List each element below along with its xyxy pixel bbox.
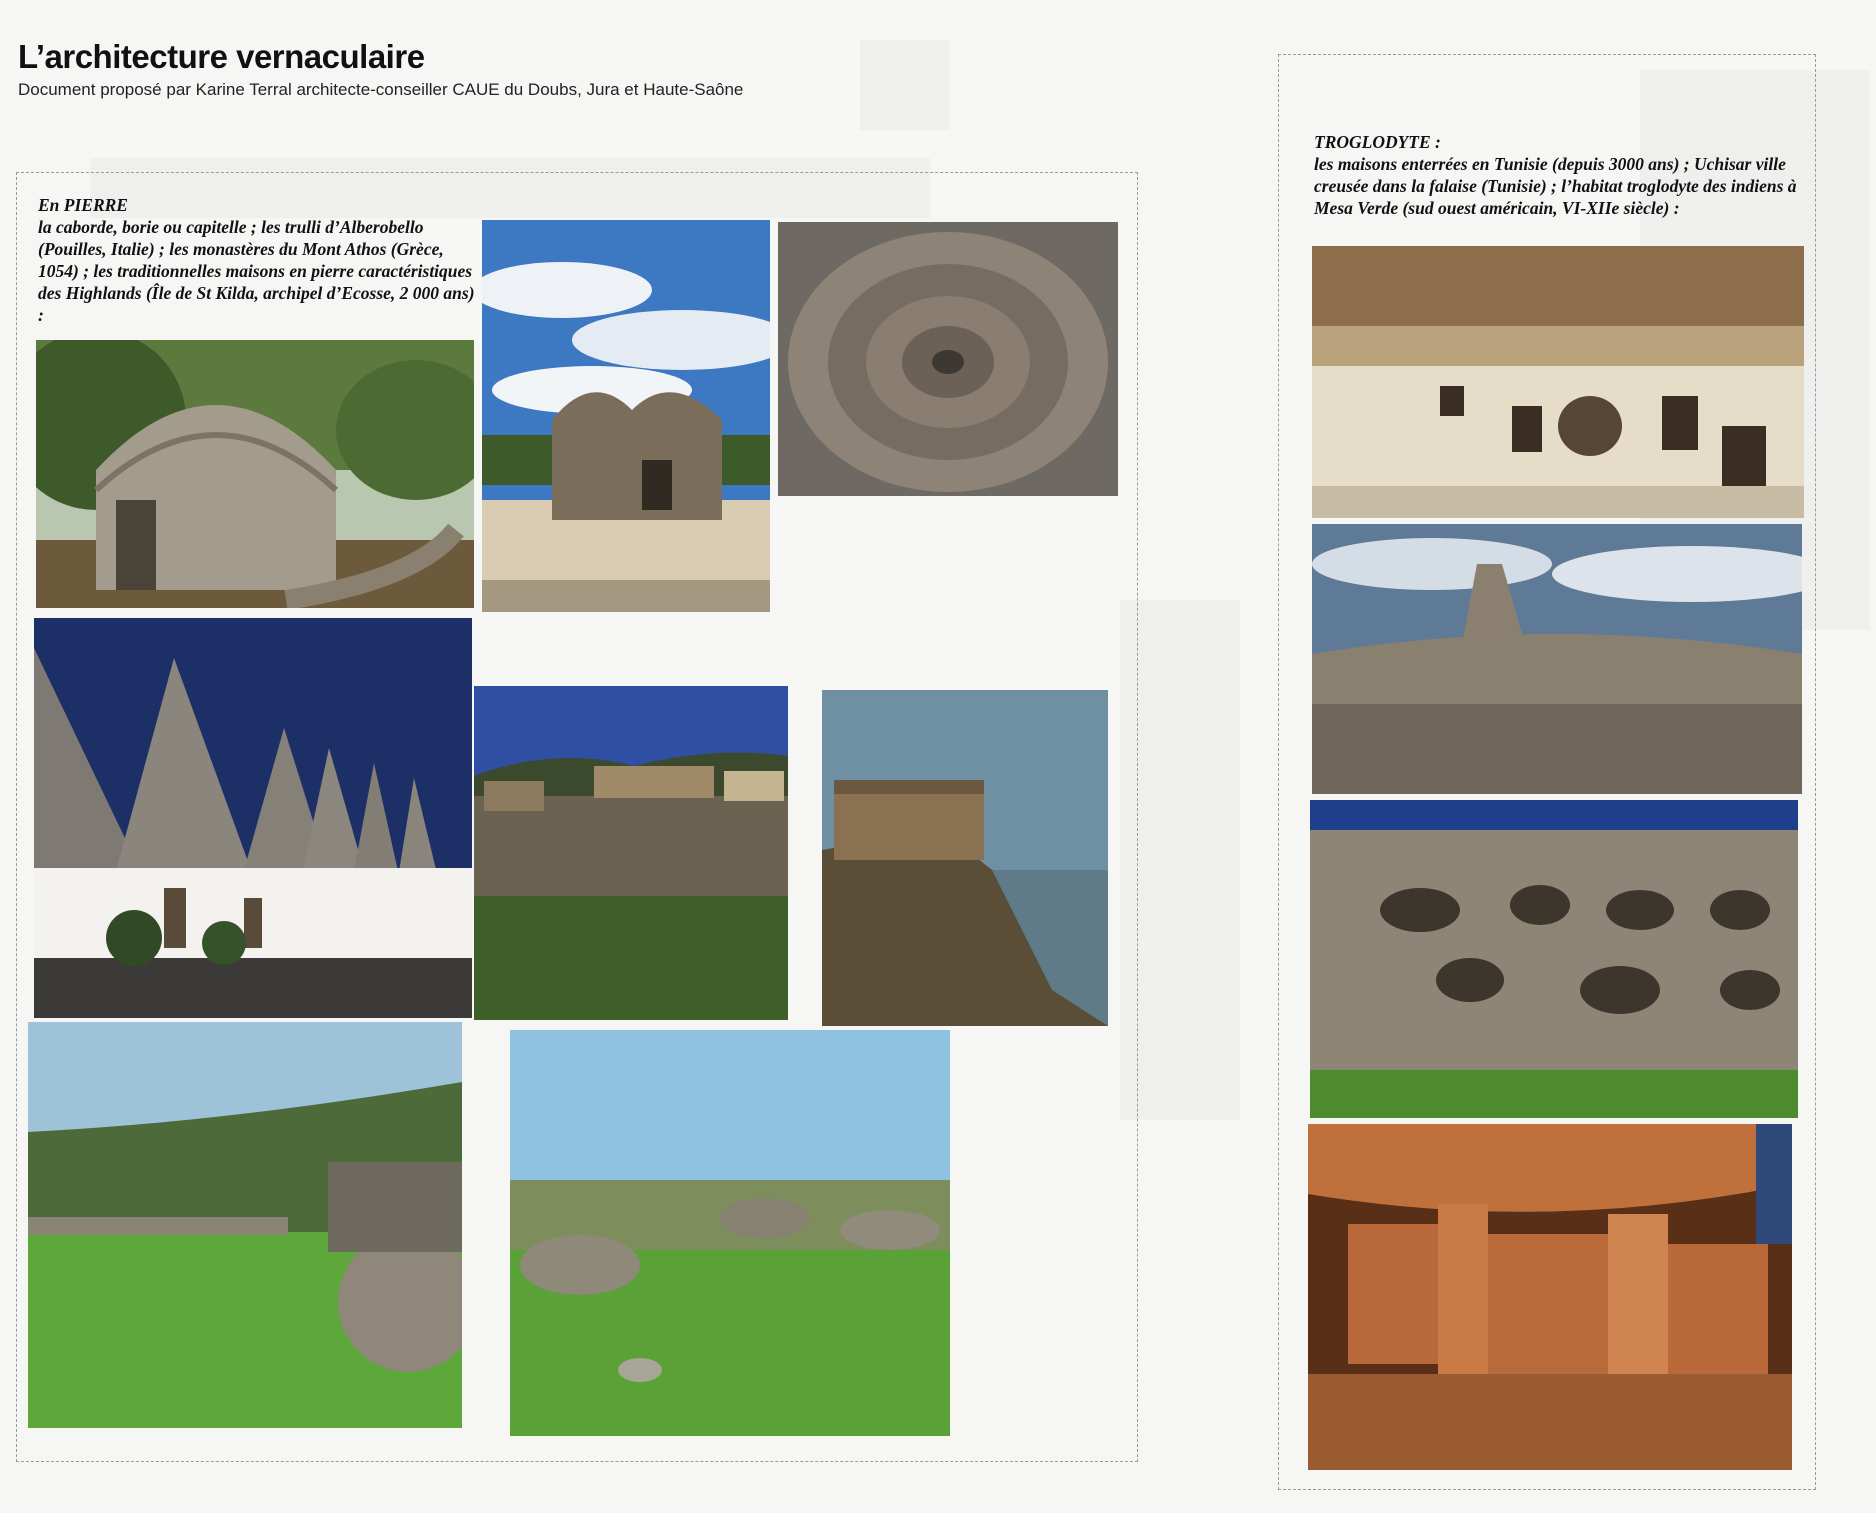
photo-caborde-stone-hut [36,340,474,608]
pierre-caption [38,194,478,326]
photo-st-kilda-field [510,1030,950,1436]
troglodyte-heading: TROGLODYTE : [1314,132,1441,152]
pierre-heading: En PIERRE [38,195,128,215]
troglodyte-caption [1314,131,1814,219]
page-subtitle: Document proposé par Karine Terral architecte-conseiller CAUE du Doubs, Jura et Haute-Saône [18,80,744,99]
photo-mesa-verde-cliff-palace [1308,1124,1792,1470]
bleed-through-block [1120,600,1240,1120]
troglodyte-text: les maisons enterrées en Tunisie (depuis 3000 ans) ; Uchisar ville creusée dans la falaise (Tunisie) ; l’habitat troglodyte des indiens à Mesa Verde (sud ouest américain, VI-XIIe siècle) : [1314,154,1797,218]
photo-tunisia-underground-house [1312,246,1804,518]
page-title: L’architecture vernaculaire [18,38,425,75]
photo-st-kilda-houses [28,1022,462,1428]
photo-borie-under-sky [482,220,770,612]
photo-capitelle-vault-interior [778,222,1118,496]
photo-mont-athos-cliff-monastery [822,690,1108,1026]
photo-cave-dwellings [1310,800,1798,1118]
pierre-text: la caborde, borie ou capitelle ; les trulli d’Alberobello (Pouilles, Italie) ; les monastères du Mont Athos (Grèce, 1054) ; les traditionnelles maisons en pierre caractéristiques des Highlands (Île de St Kilda, archipel d’Ecosse, 2 000 ans) : [38,217,475,325]
photo-uchisar-cliff-town [1312,524,1802,794]
bleed-through-block [860,40,950,130]
photo-mont-athos-monastery [474,686,788,1020]
photo-trulli-alberobello [34,618,472,1018]
